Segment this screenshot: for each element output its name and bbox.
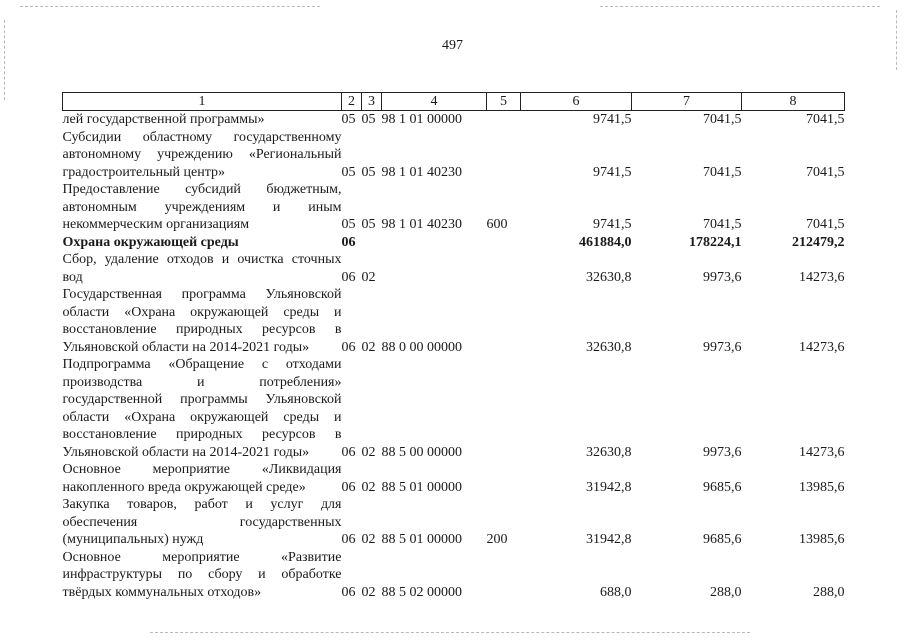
amount-year-3: 14273,6 <box>799 339 845 355</box>
table-row <box>63 549 845 602</box>
amount-year-2: 9685,6 <box>703 532 742 547</box>
column-header: 2 <box>342 93 362 111</box>
amount-year-1: 32630,8 <box>586 444 632 460</box>
target-article-code: 88 0 00 00000 <box>381 339 462 355</box>
amount-year-3: 288,0 <box>813 584 845 600</box>
amount-year-3: 7041,5 <box>806 112 845 127</box>
amount-year-1: 9741,5 <box>593 217 632 232</box>
amount-year-3: 13985,6 <box>799 532 845 547</box>
row-description: Основное мероприятие «Развитие инфраструктуры по сбору и обработке твёрдых коммунальных отходов» <box>62 549 342 600</box>
table-row <box>63 234 845 252</box>
subsection-code: 02 <box>361 532 376 547</box>
row-description: лей государственной программы» <box>62 112 265 127</box>
subsection-code: 05 <box>361 164 376 180</box>
subsection-code: 02 <box>361 339 376 355</box>
amount-year-2: 7041,5 <box>703 164 742 180</box>
table-row <box>63 251 845 286</box>
expense-type-code <box>487 251 521 286</box>
amount-year-1: 31942,8 <box>586 532 632 547</box>
row-description: Закупка товаров, работ и услуг для обеспечения государственных (муниципальных) нужд <box>62 497 342 547</box>
amount-year-3: 7041,5 <box>806 164 845 180</box>
subsection-code <box>362 234 382 252</box>
scan-edge-mark <box>4 20 5 100</box>
target-article-code: 98 1 01 40230 <box>381 217 462 232</box>
expense-type-code <box>487 286 521 356</box>
amount-year-1: 31942,8 <box>586 479 632 495</box>
target-article-code: 88 5 02 00000 <box>381 584 462 600</box>
row-description: Субсидии областному государственному автономному учреждению «Региональный градостроительный центр» <box>62 129 342 180</box>
target-article-code <box>382 234 487 252</box>
subsection-code: 02 <box>361 444 376 460</box>
amount-year-1: 688,0 <box>600 584 632 600</box>
scan-edge-mark <box>150 632 750 633</box>
subsection-code: 05 <box>361 217 376 232</box>
budget-table <box>62 92 845 601</box>
subsection-code: 02 <box>361 269 376 285</box>
amount-year-3: 13985,6 <box>799 479 845 495</box>
amount-year-3: 14273,6 <box>799 444 845 460</box>
amount-year-1: 9741,5 <box>593 164 632 180</box>
column-header: 7 <box>632 93 742 111</box>
amount-year-1: 32630,8 <box>586 339 632 355</box>
amount-year-2: 7041,5 <box>703 112 742 127</box>
target-article-code: 88 5 01 00000 <box>381 479 462 495</box>
expense-type-code <box>487 461 521 496</box>
row-description: Подпрограмма «Обращение с отходами производства и потребления» государственной программы Ульяновской области «Охрана окружающей среды и восстановление природных ресурсов в Ульяновской области на 2014-2021 годы» <box>62 357 342 460</box>
table-row <box>63 111 845 129</box>
row-description: Основное мероприятие «Ликвидация накопленного вреда окружающей среде» <box>62 462 342 495</box>
section-code: 05 <box>341 217 356 232</box>
target-article-code: 98 1 01 00000 <box>381 112 462 127</box>
column-header: 5 <box>487 93 521 111</box>
amount-year-1: 461884,0 <box>579 234 632 250</box>
subsection-code: 02 <box>361 584 376 600</box>
amount-year-2: 9973,6 <box>703 444 742 460</box>
section-code: 06 <box>341 339 356 355</box>
page-number: 497 <box>442 38 463 53</box>
section-code: 06 <box>341 532 356 547</box>
scan-edge-mark <box>600 6 880 7</box>
table-row <box>63 461 845 496</box>
section-code: 06 <box>341 584 356 600</box>
expense-type-code <box>487 111 521 129</box>
section-code: 06 <box>341 269 356 285</box>
table-row <box>63 356 845 461</box>
expense-type-code <box>487 549 521 602</box>
section-code: 06 <box>341 444 356 460</box>
column-header: 6 <box>521 93 632 111</box>
amount-year-3: 212479,2 <box>792 234 845 250</box>
section-code: 06 <box>341 234 356 250</box>
amount-year-3: 14273,6 <box>799 269 845 285</box>
scan-edge-mark <box>20 6 320 7</box>
column-header: 3 <box>362 93 382 111</box>
section-code: 05 <box>341 164 356 180</box>
row-description: Предоставление субсидий бюджетным, автономным учреждениям и иным некоммерческим организациям <box>62 182 342 232</box>
subsection-code: 02 <box>361 479 376 495</box>
expense-type-code <box>487 356 521 461</box>
subsection-code: 05 <box>361 112 376 127</box>
table-row <box>63 129 845 182</box>
expense-type-code: 200 <box>486 532 508 547</box>
row-description: Охрана окружающей среды <box>62 234 239 250</box>
table-row <box>63 496 845 549</box>
amount-year-3: 7041,5 <box>806 217 845 232</box>
column-header: 8 <box>742 93 845 111</box>
amount-year-2: 288,0 <box>710 584 742 600</box>
amount-year-1: 9741,5 <box>593 112 632 127</box>
table-row <box>63 181 845 234</box>
column-header: 1 <box>63 93 342 111</box>
target-article-code: 88 5 00 00000 <box>381 444 462 460</box>
table-row <box>63 286 845 356</box>
amount-year-2: 9973,6 <box>703 269 742 285</box>
section-code: 06 <box>341 479 356 495</box>
amount-year-2: 7041,5 <box>703 217 742 232</box>
target-article-code <box>382 251 487 286</box>
amount-year-1: 32630,8 <box>586 269 632 285</box>
amount-year-2: 178224,1 <box>689 234 742 250</box>
row-description: Государственная программа Ульяновской области «Охрана окружающей среды и восстановление природных ресурсов в Ульяновской области на 2014-2021 годы» <box>62 287 342 355</box>
target-article-code: 98 1 01 40230 <box>381 164 462 180</box>
section-code: 05 <box>341 112 356 127</box>
row-description: Сбор, удаление отходов и очистка сточных вод <box>62 252 342 285</box>
table-body <box>63 111 845 602</box>
expense-type-code <box>487 234 521 252</box>
target-article-code: 88 5 01 00000 <box>381 532 462 547</box>
column-header: 4 <box>382 93 487 111</box>
expense-type-code: 600 <box>486 217 508 232</box>
amount-year-2: 9973,6 <box>703 339 742 355</box>
header-row <box>63 93 845 111</box>
amount-year-2: 9685,6 <box>703 479 742 495</box>
expense-type-code <box>487 129 521 182</box>
